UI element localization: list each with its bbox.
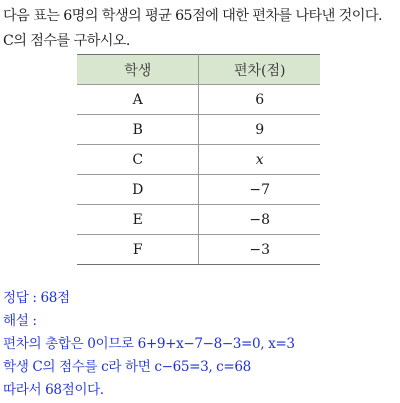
question-line-1: 다음 표는 6명의 학생의 평균 65점에 대한 편차를 나타낸 것이다. bbox=[3, 8, 382, 24]
header-student: 학생 bbox=[77, 55, 199, 85]
deviation-cell: 9 bbox=[199, 115, 320, 145]
solution-block bbox=[3, 287, 399, 402]
table-header-row bbox=[77, 55, 320, 85]
table-row bbox=[77, 205, 320, 235]
student-cell: A bbox=[77, 85, 199, 115]
question-text bbox=[3, 4, 399, 54]
deviation-table bbox=[77, 54, 320, 265]
explanation-step-1: 편차의 총합은 0이므로 6+9+x−7−8−3=0, x=3 bbox=[3, 336, 295, 352]
explanation-heading: 해설 : bbox=[3, 313, 37, 329]
header-deviation: 편차(점) bbox=[199, 55, 320, 85]
deviation-cell: 6 bbox=[199, 85, 320, 115]
deviation-cell: −7 bbox=[199, 175, 320, 205]
student-cell: B bbox=[77, 115, 199, 145]
student-cell: C bbox=[77, 145, 199, 175]
deviation-cell: x bbox=[199, 145, 320, 175]
deviation-cell: −3 bbox=[199, 235, 320, 265]
table-row bbox=[77, 115, 320, 145]
explanation-step-3: 따라서 68점이다. bbox=[3, 382, 104, 398]
table-row bbox=[77, 175, 320, 205]
explanation-step-2: 학생 C의 점수를 c라 하면 c−65=3, c=68 bbox=[3, 359, 251, 375]
table-row bbox=[77, 235, 320, 265]
table-row bbox=[77, 85, 320, 115]
table-row bbox=[77, 145, 320, 175]
deviation-cell: −8 bbox=[199, 205, 320, 235]
question-line-2: C의 점수를 구하시오. bbox=[3, 33, 130, 49]
student-cell: D bbox=[77, 175, 199, 205]
answer-line: 정답 : 68점 bbox=[3, 290, 70, 306]
student-cell: E bbox=[77, 205, 199, 235]
student-cell: F bbox=[77, 235, 199, 265]
